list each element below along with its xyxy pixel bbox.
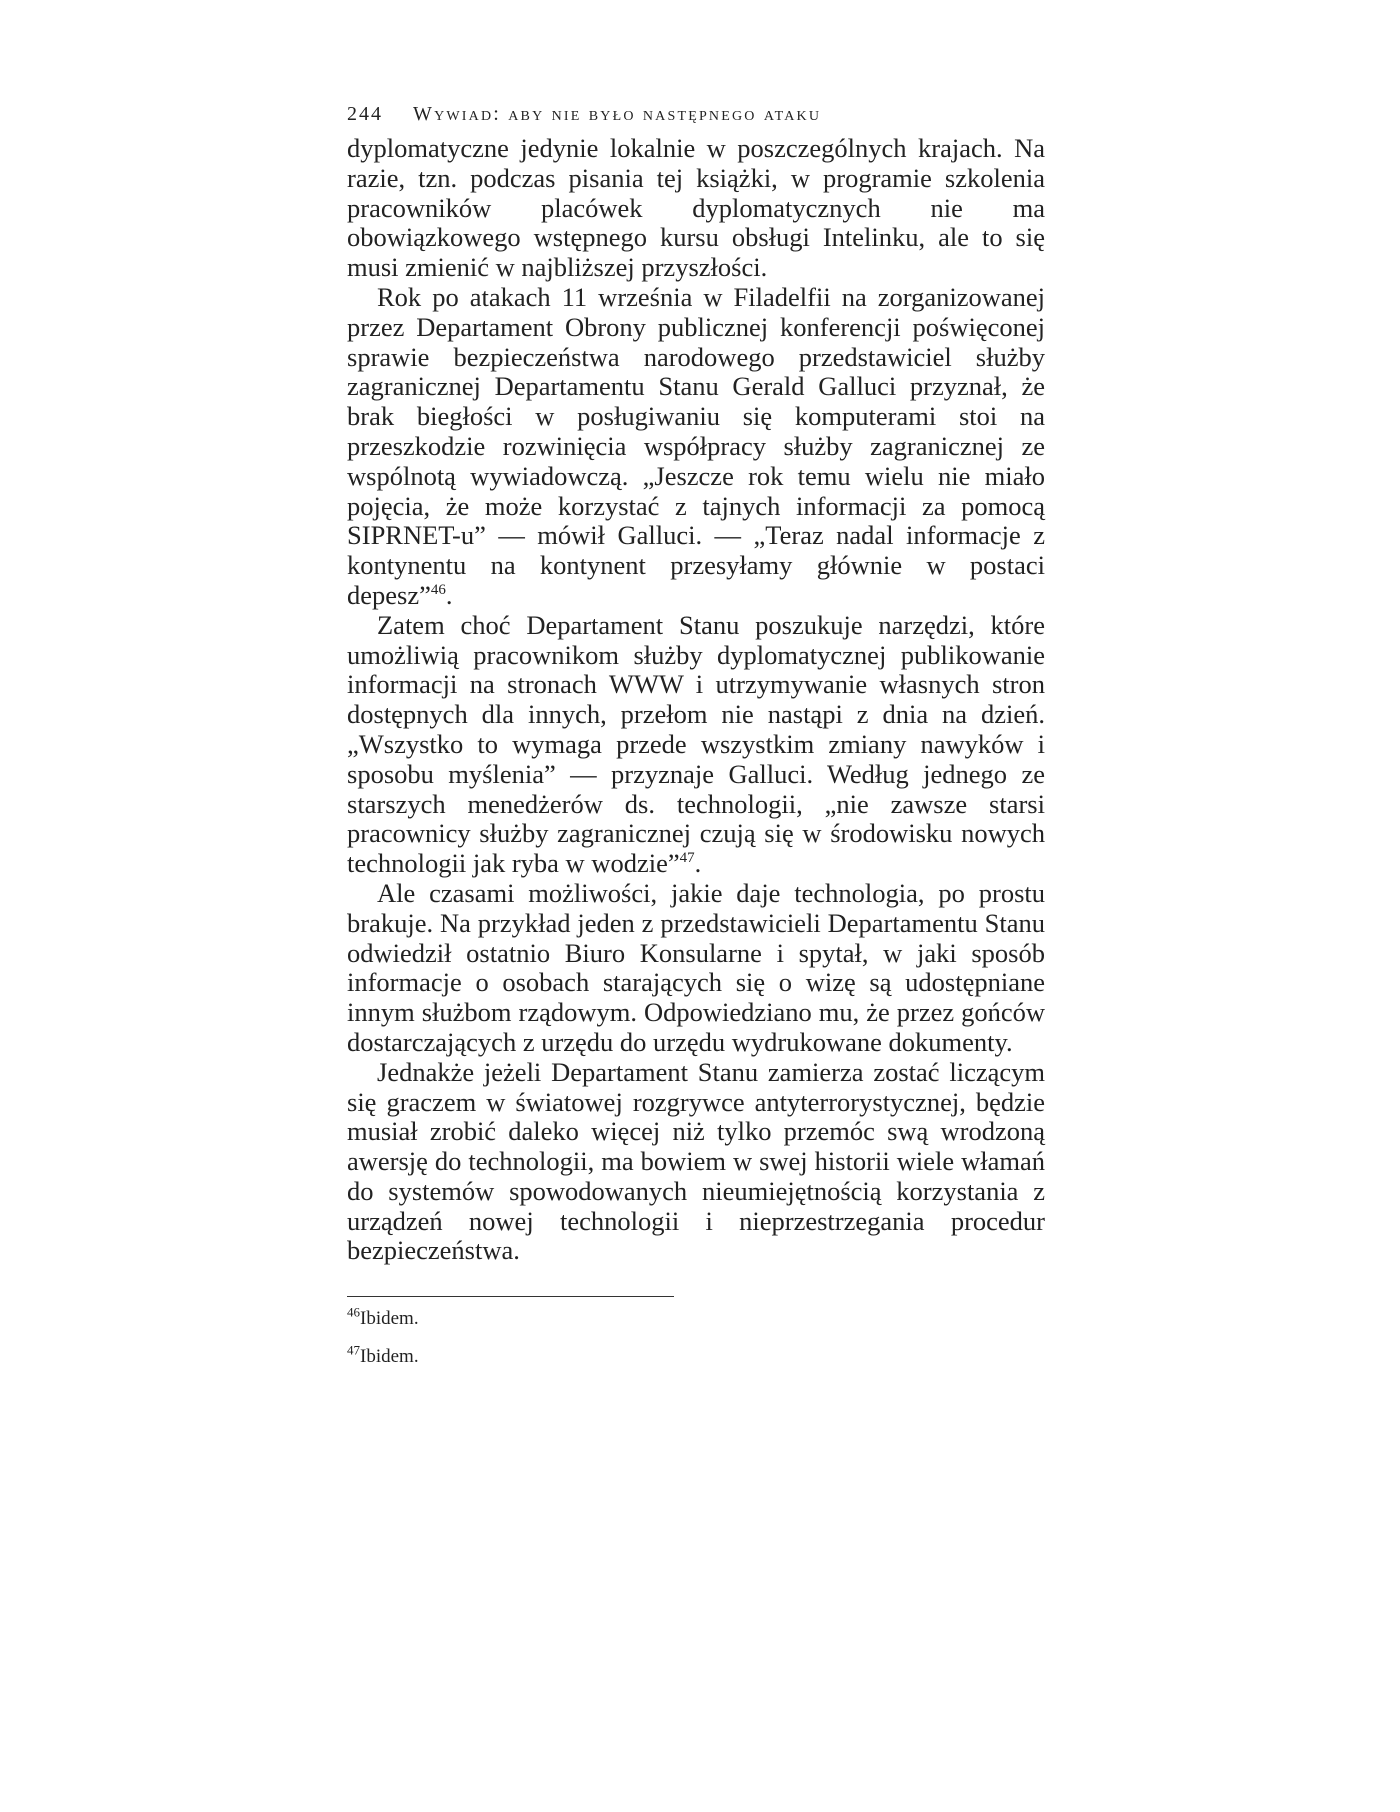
footnote-number: 47	[347, 1342, 360, 1358]
paragraph-tail: .	[445, 579, 453, 610]
footnote-reference: 46	[430, 582, 446, 599]
footnote	[347, 1304, 1045, 1331]
paragraph	[347, 611, 1045, 879]
running-head-title: Wywiad: aby nie było następnego ataku	[413, 103, 822, 125]
footnote-text: Ibidem.	[360, 1346, 419, 1368]
paragraph	[347, 879, 1045, 1058]
paragraph-text: Jednakże jeżeli Departament Stanu zamierza zostać liczącym się graczem w światowej rozgrywce antyterrorystycznej, będzie musiał zrobić daleko więcej niż tylko przemóc swą wrodzoną awersję do technologii, ma bowiem w swej historii wiele włamań do systemów spowodowanych nieumiejętnością korzystania z urządzeń nowej technologii i nieprzestrzegania procedur bezpieczeństwa.	[347, 1056, 1045, 1266]
footnote-reference: 47	[679, 850, 695, 867]
page-number: 244	[347, 103, 383, 125]
book-page	[347, 100, 1045, 1383]
footnote-text: Ibidem.	[360, 1308, 419, 1330]
footnote-number: 46	[347, 1304, 360, 1320]
paragraph	[347, 134, 1045, 283]
paragraph	[347, 1058, 1045, 1267]
paragraph-text: Rok po atakach 11 września w Filadelfii na zorganizowanej przez Departament Obrony publicznej konferencji poświęconej sprawie bezpieczeństwa narodowego przedstawiciel służby zagranicznej Departamentu Stanu Gerald Galluci przyznał, że brak biegłości w posługiwaniu się komputerami stoi na przeszkodzie rozwinięcia współpracy służby zagranicznej ze wspólnotą wywiadowczą. „Jeszcze rok temu wielu nie miało pojęcia, że może korzystać z tajnych informacji za pomocą SIPRNET-u” — mówił Galluci. — „Teraz nadal informacje z kontynentu na kontynent przesyłamy głównie w postaci depesz”	[347, 281, 1045, 610]
paragraph-tail: .	[694, 848, 702, 879]
paragraph-text: Zatem choć Departament Stanu poszukuje narzędzi, które umożliwią pracownikom służby dyplomatycznej publikowanie informacji na stronach WWW i utrzymywanie własnych stron dostępnych dla innych, przełom nie nastąpi z dnia na dzień. „Wszystko to wymaga przede wszystkim zmiany nawyków i sposobu myślenia” — przyznaje Galluci. Według jednego ze starszych menedżerów ds. technologii, „nie zawsze starsi pracownicy służby zagranicznej czują się w środowisku nowych technologii jak ryba w wodzie”	[347, 609, 1045, 879]
paragraph-text: dyplomatyczne jedynie lokalnie w poszczególnych krajach. Na razie, tzn. podczas pisania tej książki, w programie szkolenia pracowników placówek dyplomatycznych nie ma obowiązkowego wstępnego kursu obsługi Intelinku, ale to się musi zmienić w najbliższej przyszłości.	[347, 133, 1045, 283]
footnote-divider	[347, 1296, 674, 1297]
paragraph-text: Ale czasami możliwości, jakie daje technologia, po prostu brakuje. Na przykład jeden z przedstawicieli Departamentu Stanu odwiedził ostatnio Biuro Konsularne i spytał, w jaki sposób informacje o osobach starających się o wizę są udostępniane innym służbom rządowym. Odpowiedziano mu, że przez gońców dostarczających z urzędu do urzędu wydrukowane dokumenty.	[347, 877, 1045, 1057]
footnote	[347, 1342, 1045, 1369]
paragraph	[347, 283, 1045, 611]
running-head	[347, 100, 1045, 134]
